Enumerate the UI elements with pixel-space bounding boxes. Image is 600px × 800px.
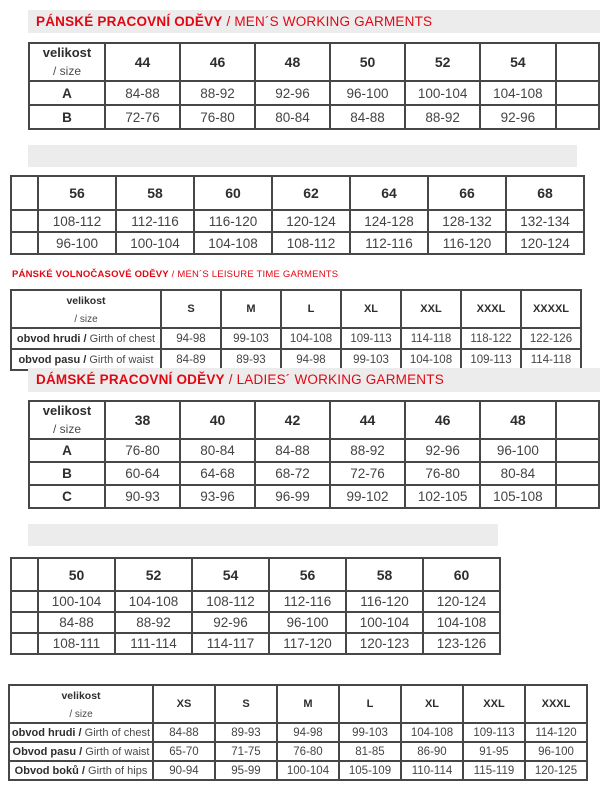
size-range-cell: 104-108 — [194, 232, 272, 254]
section-title-czech: PÁNSKÉ VOLNOČASOVÉ ODĚVY — [12, 269, 169, 280]
size-column-header: M — [277, 685, 339, 723]
size-range-cell: 112-116 — [269, 591, 346, 612]
size-data-row — [29, 485, 599, 508]
size-header-row — [29, 401, 599, 439]
size-range-cell: 116-120 — [428, 232, 506, 254]
size-range-cell: 114-117 — [192, 633, 269, 654]
corner-label-czech: velikost — [42, 45, 92, 60]
size-column-header: XXXL — [525, 685, 587, 723]
ladies-working-section-title — [36, 372, 444, 387]
size-column-header: M — [221, 290, 281, 328]
ladies-working-sizes-table-50-60 — [10, 557, 501, 655]
row-label-cell — [9, 742, 153, 761]
size-range-cell: 110-114 — [401, 761, 463, 780]
mens-working-continuation-band — [28, 145, 577, 167]
size-range-cell: 99-103 — [341, 349, 401, 370]
size-range-cell: 128-132 — [428, 210, 506, 232]
corner-label-english: / size — [74, 314, 98, 325]
size-range-cell: 108-112 — [38, 210, 116, 232]
cropped-label-cell — [11, 591, 38, 612]
row-label-english: Girth of chest — [84, 726, 151, 739]
size-column-header: 60 — [423, 558, 500, 591]
size-data-row — [29, 439, 599, 462]
size-range-cell: 104-108 — [480, 81, 555, 105]
size-column-header: XXXXL — [521, 290, 581, 328]
size-range-cell: 94-98 — [277, 723, 339, 742]
section-title-english: / MEN´S LEISURE TIME GARMENTS — [171, 269, 339, 280]
size-range-cell: 122-126 — [521, 328, 581, 349]
size-range-cell: 80-84 — [180, 439, 255, 462]
size-range-cell: 76-80 — [405, 462, 480, 485]
size-range-cell: 93-96 — [180, 485, 255, 508]
size-range-cell: 120-123 — [346, 633, 423, 654]
cropped-label-cell — [11, 558, 38, 591]
size-range-cell: 96-100 — [480, 439, 555, 462]
size-range-cell: 118-122 — [461, 328, 521, 349]
size-range-cell: 60-64 — [105, 462, 180, 485]
size-range-cell: 99-102 — [330, 485, 405, 508]
size-range-cell: 64-68 — [180, 462, 255, 485]
size-column-header: 54 — [480, 43, 555, 81]
size-column-header: 66 — [428, 176, 506, 210]
row-label-cell — [11, 328, 161, 349]
cropped-column-cell — [556, 401, 599, 439]
size-corner-cell — [11, 290, 161, 328]
size-range-cell: 124-128 — [350, 210, 428, 232]
size-column-header: 38 — [105, 401, 180, 439]
size-column-header: 42 — [255, 401, 330, 439]
ladies-measurements-table — [8, 684, 588, 781]
size-range-cell: 92-96 — [480, 105, 555, 129]
row-label-english: Girth of waist — [85, 745, 150, 758]
cropped-column-cell — [556, 43, 599, 81]
size-range-cell: 88-92 — [180, 81, 255, 105]
size-column-header: 54 — [192, 558, 269, 591]
size-range-cell: 120-124 — [423, 591, 500, 612]
cropped-label-cell — [11, 232, 38, 254]
size-range-cell: 88-92 — [330, 439, 405, 462]
size-range-cell: 123-126 — [423, 633, 500, 654]
size-column-header: XL — [341, 290, 401, 328]
size-column-header: 44 — [330, 401, 405, 439]
size-range-cell: 89-93 — [221, 349, 281, 370]
size-column-header: 46 — [180, 43, 255, 81]
row-label-czech: obvod hrudi / — [16, 332, 90, 345]
size-range-cell: 109-113 — [341, 328, 401, 349]
corner-label-czech: velikost — [66, 295, 106, 307]
row-label-cell — [9, 723, 153, 742]
size-range-cell: 76-80 — [105, 439, 180, 462]
row-label-cell: B — [29, 462, 105, 485]
cropped-label-cell — [11, 633, 38, 654]
size-column-header: 52 — [115, 558, 192, 591]
size-range-cell: 95-99 — [215, 761, 277, 780]
size-data-row — [11, 232, 584, 254]
size-range-cell: 90-94 — [153, 761, 215, 780]
size-range-cell: 88-92 — [405, 105, 480, 129]
size-range-cell: 108-112 — [192, 591, 269, 612]
size-range-cell: 116-120 — [346, 591, 423, 612]
size-corner-cell — [29, 43, 105, 81]
size-column-header: XXL — [463, 685, 525, 723]
size-data-row — [11, 210, 584, 232]
size-range-cell: 100-104 — [346, 612, 423, 633]
size-column-header: 50 — [330, 43, 405, 81]
size-data-row — [29, 105, 599, 129]
size-column-header: 58 — [346, 558, 423, 591]
size-header-row — [9, 685, 587, 723]
row-label-czech: obvod pasu / — [18, 353, 90, 366]
row-label-cell: C — [29, 485, 105, 508]
size-data-row — [11, 328, 581, 349]
size-range-cell: 100-104 — [277, 761, 339, 780]
size-header-row — [11, 558, 500, 591]
size-range-cell: 71-75 — [215, 742, 277, 761]
size-column-header: 52 — [405, 43, 480, 81]
size-range-cell: 84-88 — [330, 105, 405, 129]
mens-working-sizes-table-56-68 — [10, 175, 585, 255]
size-range-cell: 80-84 — [255, 105, 330, 129]
size-data-row — [29, 462, 599, 485]
size-column-header: 50 — [38, 558, 115, 591]
size-range-cell: 100-104 — [38, 591, 115, 612]
size-column-header: L — [281, 290, 341, 328]
size-range-cell: 114-120 — [525, 723, 587, 742]
size-range-cell: 94-98 — [161, 328, 221, 349]
size-range-cell: 120-124 — [506, 232, 584, 254]
size-range-cell: 72-76 — [330, 462, 405, 485]
size-range-cell: 65-70 — [153, 742, 215, 761]
size-range-cell: 105-108 — [480, 485, 555, 508]
corner-label-czech: velikost — [61, 690, 101, 702]
size-column-header: 60 — [194, 176, 272, 210]
size-range-cell: 96-100 — [269, 612, 346, 633]
size-range-cell: 90-93 — [105, 485, 180, 508]
size-range-cell: 81-85 — [339, 742, 401, 761]
size-range-cell: 115-119 — [463, 761, 525, 780]
size-column-header: 62 — [272, 176, 350, 210]
mens-leisure-measurements-table — [10, 289, 582, 371]
size-data-row — [11, 633, 500, 654]
size-range-cell: 132-134 — [506, 210, 584, 232]
size-column-header: 40 — [180, 401, 255, 439]
corner-label-english: / size — [69, 709, 93, 720]
size-column-header: XXXL — [461, 290, 521, 328]
cropped-column-cell — [556, 462, 599, 485]
mens-leisure-section-title — [12, 269, 338, 280]
size-range-cell: 92-96 — [192, 612, 269, 633]
size-column-header: XXL — [401, 290, 461, 328]
cropped-column-cell — [556, 485, 599, 508]
size-range-cell: 112-116 — [350, 232, 428, 254]
cropped-label-cell — [11, 210, 38, 232]
size-range-cell: 88-92 — [115, 612, 192, 633]
row-label-cell — [9, 761, 153, 780]
corner-label-english: / size — [53, 64, 82, 78]
mens-working-sizes-table-44-54 — [28, 42, 600, 130]
size-range-cell: 96-99 — [255, 485, 330, 508]
size-column-header: 48 — [255, 43, 330, 81]
size-range-cell: 91-95 — [463, 742, 525, 761]
mens-working-section-title — [36, 14, 432, 29]
size-column-header: 56 — [269, 558, 346, 591]
size-range-cell: 114-118 — [401, 328, 461, 349]
size-column-header: 56 — [38, 176, 116, 210]
size-column-header: 48 — [480, 401, 555, 439]
size-range-cell: 89-93 — [215, 723, 277, 742]
size-range-cell: 114-118 — [521, 349, 581, 370]
size-range-cell: 84-88 — [38, 612, 115, 633]
size-range-cell: 84-88 — [105, 81, 180, 105]
cropped-label-cell — [11, 612, 38, 633]
ladies-working-continuation-band — [28, 524, 498, 546]
size-data-row — [11, 349, 581, 370]
size-column-header: S — [215, 685, 277, 723]
size-data-row — [9, 761, 587, 780]
ladies-working-sizes-table-38-48 — [28, 400, 600, 509]
size-range-cell: 104-108 — [115, 591, 192, 612]
size-header-row — [11, 290, 581, 328]
size-range-cell: 104-108 — [423, 612, 500, 633]
size-column-header: XS — [153, 685, 215, 723]
size-range-cell: 80-84 — [480, 462, 555, 485]
size-data-row — [29, 81, 599, 105]
size-data-row — [11, 591, 500, 612]
size-range-cell: 116-120 — [194, 210, 272, 232]
size-range-cell: 104-108 — [401, 723, 463, 742]
row-label-czech: Obvod boků / — [14, 764, 89, 777]
section-title-czech: PÁNSKÉ PRACOVNÍ ODĚVY — [36, 14, 223, 29]
size-data-row — [9, 742, 587, 761]
corner-label-english: / size — [53, 422, 82, 436]
size-range-cell: 102-105 — [405, 485, 480, 508]
section-title-english: / MEN´S WORKING GARMENTS — [226, 14, 433, 29]
size-range-cell: 96-100 — [525, 742, 587, 761]
size-range-cell: 99-103 — [339, 723, 401, 742]
size-column-header: XL — [401, 685, 463, 723]
size-column-header: 46 — [405, 401, 480, 439]
row-label-cell — [11, 349, 161, 370]
size-range-cell: 76-80 — [277, 742, 339, 761]
size-header-row — [11, 176, 584, 210]
size-range-cell: 84-88 — [153, 723, 215, 742]
size-range-cell: 96-100 — [330, 81, 405, 105]
size-range-cell: 109-113 — [461, 349, 521, 370]
cropped-column-cell — [556, 105, 599, 129]
size-range-cell: 111-114 — [115, 633, 192, 654]
size-column-header: 64 — [350, 176, 428, 210]
size-range-cell: 117-120 — [269, 633, 346, 654]
size-range-cell: 94-98 — [281, 349, 341, 370]
size-range-cell: 92-96 — [255, 81, 330, 105]
size-range-cell: 120-124 — [272, 210, 350, 232]
row-label-english: Girth of hips — [88, 764, 148, 777]
size-data-row — [9, 723, 587, 742]
size-column-header: L — [339, 685, 401, 723]
size-column-header: 44 — [105, 43, 180, 81]
size-range-cell: 84-88 — [255, 439, 330, 462]
size-range-cell: 120-125 — [525, 761, 587, 780]
row-label-english: Girth of chest — [89, 332, 156, 345]
row-label-cell: A — [29, 439, 105, 462]
cropped-column-cell — [556, 81, 599, 105]
size-range-cell: 99-103 — [221, 328, 281, 349]
size-range-cell: 109-113 — [463, 723, 525, 742]
size-corner-cell — [29, 401, 105, 439]
size-range-cell: 92-96 — [405, 439, 480, 462]
section-title-czech: DÁMSKÉ PRACOVNÍ ODĚVY — [36, 372, 225, 387]
corner-label-czech: velikost — [42, 403, 92, 418]
size-range-cell: 104-108 — [401, 349, 461, 370]
size-range-cell: 108-111 — [38, 633, 115, 654]
size-range-cell: 100-104 — [116, 232, 194, 254]
row-label-english: Girth of waist — [89, 353, 154, 366]
section-title-english: / LADIES´ WORKING GARMENTS — [228, 372, 444, 387]
size-corner-cell — [9, 685, 153, 723]
size-range-cell: 72-76 — [105, 105, 180, 129]
size-header-row — [29, 43, 599, 81]
size-range-cell: 68-72 — [255, 462, 330, 485]
cropped-column-cell — [556, 439, 599, 462]
size-range-cell: 86-90 — [401, 742, 463, 761]
size-column-header: 68 — [506, 176, 584, 210]
size-range-cell: 100-104 — [405, 81, 480, 105]
size-range-cell: 105-109 — [339, 761, 401, 780]
row-label-cell: B — [29, 105, 105, 129]
size-column-header: 58 — [116, 176, 194, 210]
size-range-cell: 112-116 — [116, 210, 194, 232]
size-range-cell: 108-112 — [272, 232, 350, 254]
cropped-label-cell — [11, 176, 38, 210]
size-range-cell: 76-80 — [180, 105, 255, 129]
row-label-czech: obvod hrudi / — [11, 726, 85, 739]
row-label-cell: A — [29, 81, 105, 105]
size-range-cell: 104-108 — [281, 328, 341, 349]
size-range-cell: 84-89 — [161, 349, 221, 370]
row-label-czech: Obvod pasu / — [12, 745, 86, 758]
size-data-row — [11, 612, 500, 633]
size-column-header: S — [161, 290, 221, 328]
size-range-cell: 96-100 — [38, 232, 116, 254]
